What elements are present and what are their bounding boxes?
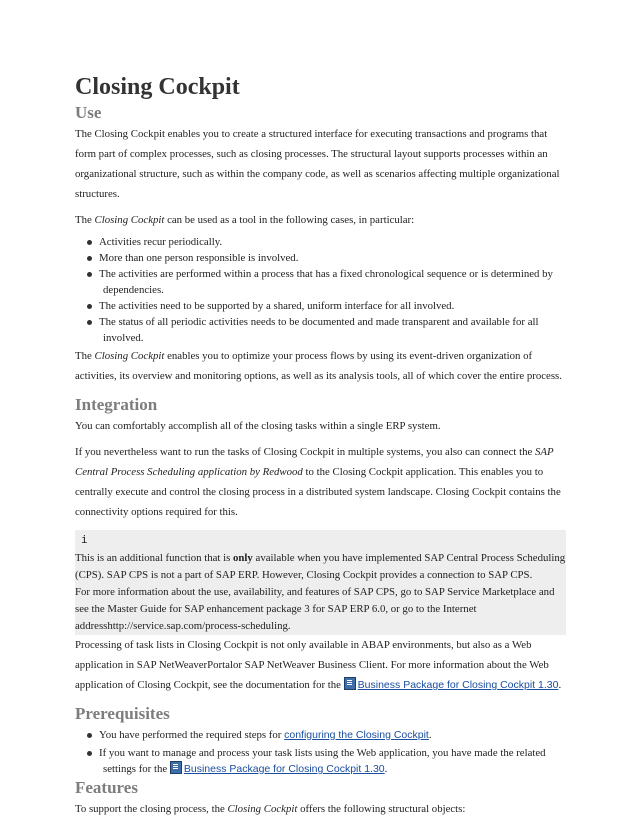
page-title: Closing Cockpit bbox=[75, 74, 240, 100]
list-item: The status of all periodic activities needs to be documented and made transparent and available for all involved. bbox=[87, 314, 566, 346]
closing-cockpit-term: Closing Cockpit bbox=[227, 803, 298, 815]
features-p1: To support the closing process, the Closing Cockpit offers the following structural objects: bbox=[75, 803, 466, 815]
note-text: This is an additional function that is only available when you have implemented SAP Central Process Scheduling (CPS). SAP CPS is not a part of SAP ERP. However, Closing Cockpit provides a connection to SAP CPS. bbox=[75, 552, 566, 581]
list-item: The activities need to be supported by a shared, uniform interface for all involved. bbox=[87, 298, 566, 314]
book-icon bbox=[170, 761, 182, 774]
info-icon: i bbox=[81, 533, 88, 546]
business-package-link[interactable]: Business Package for Closing Cockpit 1.30 bbox=[183, 763, 385, 775]
features-heading: Features bbox=[75, 778, 138, 797]
list-item: If you want to manage and process your task lists using the Web application, you have made the related settings for the Business Package for Closing Cockpit 1.30. bbox=[87, 745, 566, 777]
prerequisites-list bbox=[75, 727, 566, 777]
use-outro: The Closing Cockpit enables you to optimize your process flows by using its event-driven organization of activities, its overview and monitoring options, as well as its analysis tools, all of which cover the entire process. bbox=[75, 350, 562, 382]
use-cases-list bbox=[75, 234, 566, 346]
list-item: You have performed the required steps for configuring the Closing Cockpit. bbox=[87, 727, 566, 743]
book-icon bbox=[344, 677, 356, 690]
sap-cps-term: SAP Central Process Scheduling application by Redwood bbox=[75, 446, 554, 478]
use-cases-paragraph: The Closing Cockpit can be used as a tool in the following cases, in particular: bbox=[75, 214, 415, 226]
integration-p1: You can comfortably accomplish all of the closing tasks within a single ERP system. bbox=[75, 420, 441, 432]
info-note bbox=[75, 530, 566, 635]
list-item: More than one person responsible is involved. bbox=[87, 250, 566, 266]
closing-cockpit-term: Closing Cockpit bbox=[94, 214, 165, 226]
list-item: Activities recur periodically. bbox=[87, 234, 566, 250]
business-package-link[interactable]: Business Package for Closing Cockpit 1.30 bbox=[357, 679, 559, 691]
note-text-address: addresshttp://service.sap.com/process-scheduling. bbox=[75, 620, 291, 632]
list-item: The activities are performed within a process that has a fixed chronological sequence or is determined by dependencies. bbox=[87, 266, 566, 298]
integration-heading: Integration bbox=[75, 395, 158, 414]
prerequisites-heading: Prerequisites bbox=[75, 704, 170, 723]
configuring-closing-cockpit-link[interactable]: configuring the Closing Cockpit bbox=[284, 729, 429, 741]
closing-cockpit-term: Closing Cockpit bbox=[94, 350, 165, 362]
use-heading: Use bbox=[75, 103, 102, 122]
use-intro: The Closing Cockpit enables you to create a structured interface for executing transactions and programs that form part of complex processes, such as closing processes. The structural layout supports processes within an organizational structure, such as within the company code, as well as scenarios affecting multiple organizational structures. bbox=[75, 128, 560, 200]
integration-p3: Processing of task lists in Closing Cockpit is not only available in ABAP environments, but also as a Web application in SAP NetWeaverPortalor SAP NetWeaver Business Client. For more information about the Web application of Closing Cockpit, see the documentation for the Business Package for Closing Cockpit 1.30. bbox=[75, 639, 562, 691]
note-text-more: For more information about the use, availability, and features of SAP CPS, go to SAP Service Marketplace and see the Master Guide for SAP enhancement package 3 for SAP ERP 6.0, or go to the Internet bbox=[75, 586, 555, 615]
integration-p2: If you nevertheless want to run the tasks of Closing Cockpit in multiple systems, you also can connect the SAP Central Process Scheduling application by Redwood to the Closing Cockpit application. This enables you to centrally execute and control the closing process in a distributed system landscape. Closing Cockpit contains the connectivity options required for this. bbox=[75, 446, 561, 518]
